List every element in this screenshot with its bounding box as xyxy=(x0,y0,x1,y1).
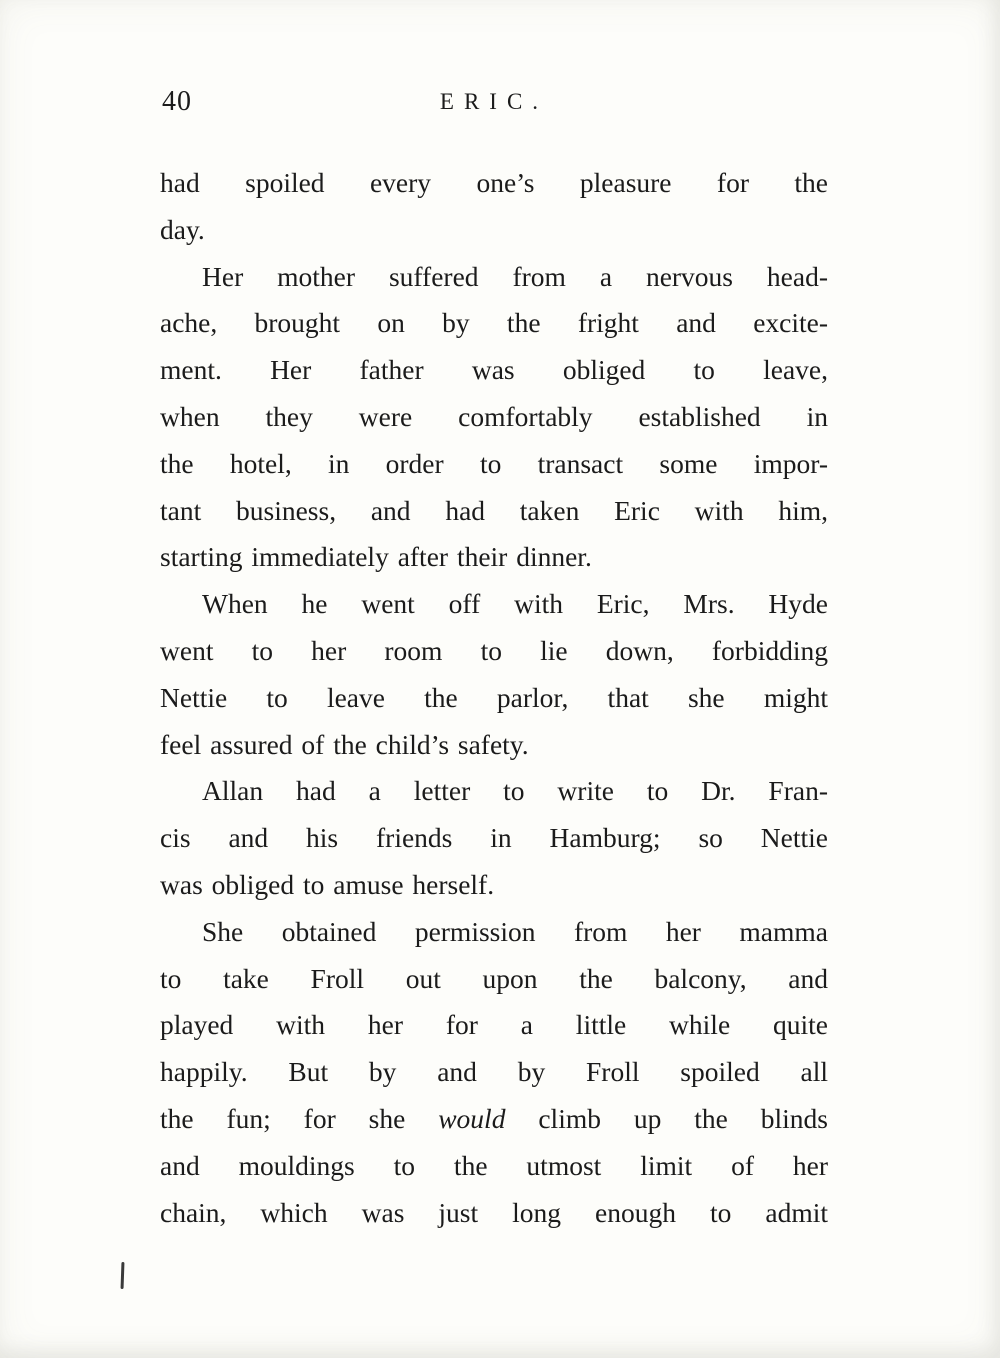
text-segment: the fun; for she xyxy=(160,1102,439,1134)
text-segment: happily. But by and by Froll spoiled all xyxy=(160,1056,828,1088)
text-segment: Allan had a letter to write to Dr. Fran- xyxy=(202,775,828,807)
text-segment: the hotel, in order to transact some impor- xyxy=(160,447,828,479)
text-segment: ment. Her father was obliged to leave, xyxy=(160,354,828,386)
text-line xyxy=(160,394,828,441)
text-segment: was obliged to amuse herself. xyxy=(160,868,495,900)
text-segment: cis and his friends in Hamburg; so Nettie xyxy=(160,822,828,854)
text-line xyxy=(160,1096,828,1143)
text-line xyxy=(160,488,828,535)
text-line xyxy=(160,254,828,301)
text-line xyxy=(160,347,828,394)
text-line xyxy=(160,628,828,675)
text-segment: starting immediately after their dinner. xyxy=(160,541,592,573)
text-segment: climb up the blinds xyxy=(505,1102,828,1134)
text-segment: played with her for a little while quite xyxy=(160,1009,828,1041)
page-header xyxy=(160,86,828,126)
text-line xyxy=(160,441,828,488)
text-line xyxy=(160,207,828,254)
running-title: ERIC. xyxy=(439,89,549,114)
text-line xyxy=(160,160,828,207)
text-segment: feel assured of the child’s safety. xyxy=(160,728,529,760)
text-segment: when they were comfortably established in xyxy=(160,400,828,432)
text-segment: She obtained permission from her mamma xyxy=(202,915,828,947)
text-line xyxy=(160,815,828,862)
text-line xyxy=(160,768,828,815)
text-segment: ache, brought on by the fright and excite- xyxy=(160,307,828,339)
text-line xyxy=(160,581,828,628)
italic-word: would xyxy=(438,1102,506,1134)
text-segment: When he went off with Eric, Mrs. Hyde xyxy=(202,588,828,620)
text-segment: and mouldings to the utmost limit of her xyxy=(160,1149,828,1181)
text-line xyxy=(160,534,828,581)
text-segment: went to her room to lie down, forbidding xyxy=(160,634,828,666)
text-segment: to take Froll out upon the balcony, and xyxy=(160,962,828,994)
text-segment: tant business, and had taken Eric with him, xyxy=(160,494,828,526)
margin-ink-artifact xyxy=(121,1262,125,1289)
text-line xyxy=(160,1190,828,1237)
text-segment: had spoiled every one’s pleasure for the xyxy=(160,167,828,198)
text-line xyxy=(160,1049,828,1096)
text-line xyxy=(160,909,828,956)
text-line xyxy=(160,956,828,1003)
text-segment: Nettie to leave the parlor, that she might xyxy=(160,681,828,713)
body-text-block xyxy=(160,160,828,1236)
text-segment: chain, which was just long enough to admit xyxy=(160,1196,828,1228)
text-line xyxy=(160,300,828,347)
text-segment: Her mother suffered from a nervous head- xyxy=(202,260,828,292)
text-line xyxy=(160,722,828,769)
text-line xyxy=(160,675,828,722)
text-line xyxy=(160,1143,828,1190)
page-number: 40 xyxy=(162,86,192,117)
text-line xyxy=(160,862,828,909)
text-segment: day. xyxy=(160,213,205,245)
text-line xyxy=(160,1002,828,1049)
